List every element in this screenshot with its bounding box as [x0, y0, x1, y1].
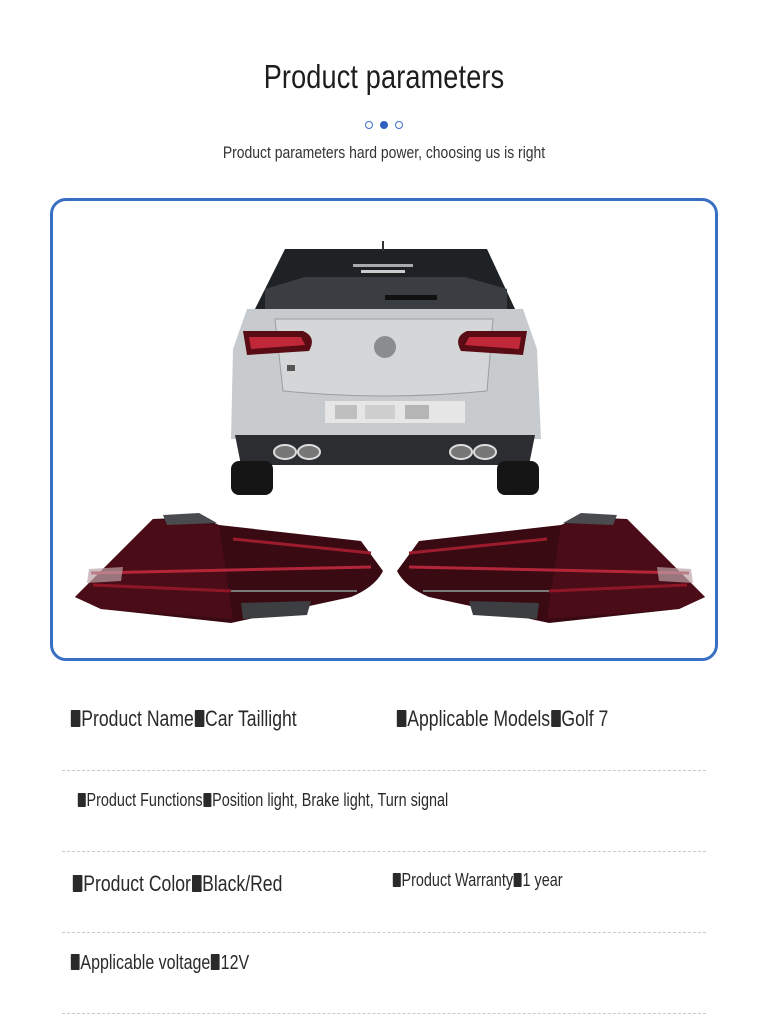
- car-rear-image: [225, 239, 545, 499]
- bracket-glyph: [71, 954, 80, 970]
- param-applicable-models: Applicable Models Golf 7: [396, 706, 608, 732]
- bracket-glyph: [78, 793, 86, 807]
- page-subtitle: Product parameters hard power, choosing us is right: [222, 143, 546, 162]
- product-image-frame: [50, 198, 718, 661]
- bracket-glyph: [393, 873, 401, 887]
- pager-dot-1[interactable]: [365, 121, 373, 129]
- pager-dot-2-active[interactable]: [380, 121, 388, 129]
- param-product-functions: Product Functions Position light, Brake light, Turn signal: [77, 790, 448, 811]
- taillight-right-image: [389, 511, 709, 629]
- bracket-glyph: [514, 873, 522, 887]
- bracket-glyph: [551, 710, 561, 727]
- bracket-glyph: [203, 793, 211, 807]
- param-row-3: [62, 852, 706, 933]
- param-row-4: [62, 933, 706, 1014]
- bracket-glyph: [397, 710, 407, 727]
- page-title: Product parameters: [263, 58, 505, 95]
- param-row-1: [62, 690, 706, 771]
- param-product-warranty: Product Warranty 1 year: [392, 870, 563, 891]
- bracket-glyph: [195, 710, 205, 727]
- param-row-2: [62, 771, 706, 852]
- bracket-glyph: [211, 954, 220, 970]
- param-product-name: Product Name Car Taillight: [70, 706, 297, 732]
- product-parameters-list: [62, 690, 706, 1014]
- pager-dot-3[interactable]: [395, 121, 403, 129]
- taillight-left-image: [71, 511, 391, 629]
- param-applicable-voltage: Applicable voltage 12V: [70, 952, 249, 975]
- param-product-color: Product Color Black/Red: [72, 871, 282, 897]
- pager-dots: [0, 121, 768, 129]
- bracket-glyph: [73, 875, 83, 892]
- bracket-glyph: [71, 710, 81, 727]
- bracket-glyph: [192, 875, 202, 892]
